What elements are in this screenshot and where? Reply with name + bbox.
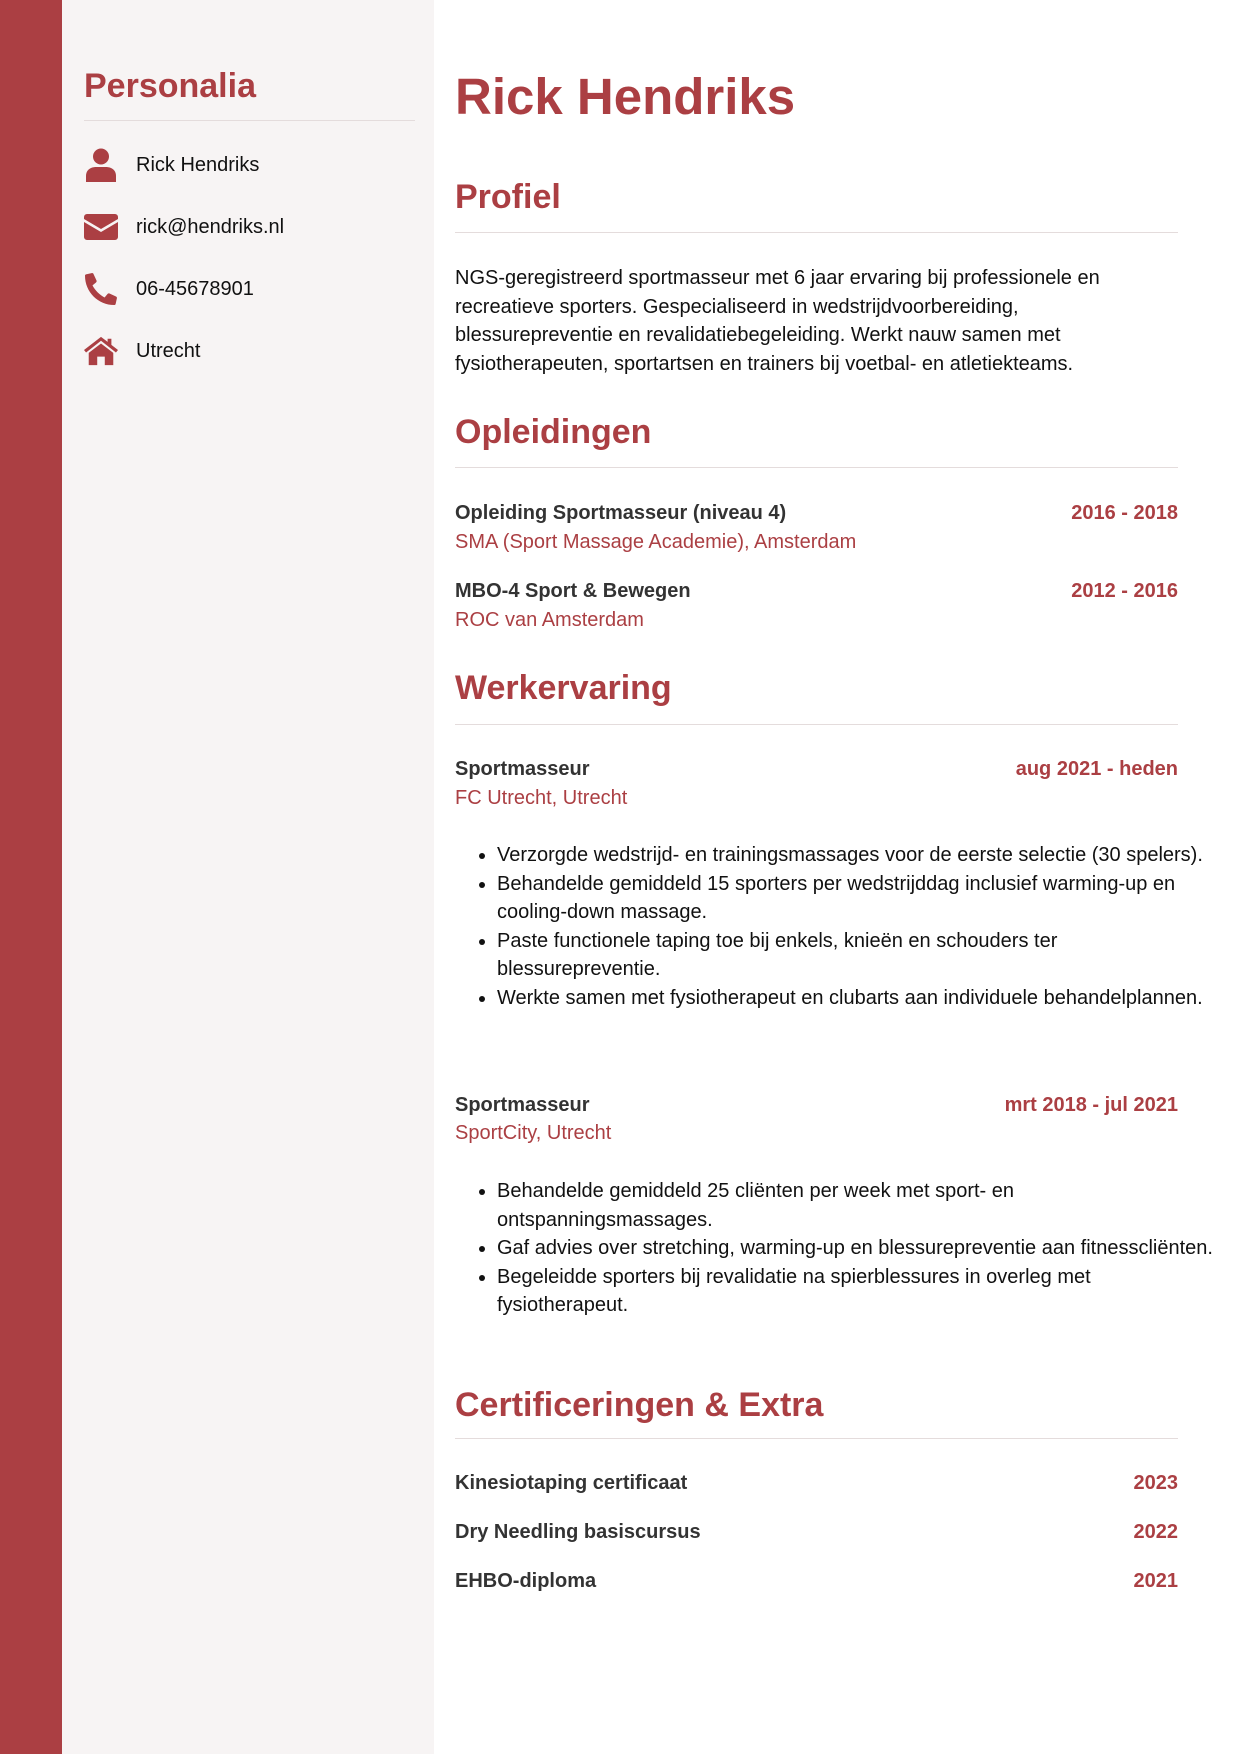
contact-email-text: rick@hendriks.nl <box>136 215 285 238</box>
contact-city <box>84 334 200 368</box>
certification-item <box>455 1570 1178 1593</box>
certification-item <box>455 1472 1178 1495</box>
list-item: • Paste functionele taping toe bij enkels, knieën en schouders ter blessurepreventie. <box>497 927 1220 984</box>
certification-title: Dry Needling basiscursus <box>455 1521 701 1543</box>
section-divider <box>455 232 1178 233</box>
contact-name <box>84 148 259 182</box>
accent-stripe <box>0 0 62 1754</box>
certification-title: Kinesiotaping certificaat <box>455 1472 688 1494</box>
education-place: ROC van Amsterdam <box>455 609 644 631</box>
education-date: 2016 - 2018 <box>1071 502 1178 524</box>
contact-name-text: Rick Hendriks <box>136 153 260 176</box>
contact-phone <box>84 272 254 306</box>
section-title-experience: Werkervaring <box>455 669 672 707</box>
education-item-2 <box>455 580 1178 603</box>
job-date: mrt 2018 - jul 2021 <box>1004 1094 1178 1116</box>
job-employer: FC Utrecht, Utrecht <box>455 787 628 809</box>
contact-email <box>84 210 284 244</box>
sidebar-divider <box>84 120 415 121</box>
section-divider <box>455 467 1178 468</box>
certification-year: 2023 <box>1133 1472 1178 1494</box>
education-date: 2012 - 2016 <box>1071 580 1178 602</box>
certification-title: EHBO-diploma <box>455 1570 597 1592</box>
envelope-icon <box>84 210 118 244</box>
job-date: aug 2021 - heden <box>1015 758 1178 780</box>
list-item: • Werkte samen met fysiotherapeut en clubarts aan individuele behandelplannen. <box>497 984 1220 1013</box>
phone-icon <box>84 272 118 306</box>
section-title-profile: Profiel <box>455 178 561 216</box>
section-divider <box>455 1438 1178 1439</box>
certification-year: 2022 <box>1133 1521 1178 1543</box>
job-employer: SportCity, Utrecht <box>455 1122 612 1144</box>
sidebar-content <box>84 62 415 362</box>
job-title: Sportmasseur <box>455 758 590 780</box>
list-item: • Behandelde gemiddeld 25 cliënten per week met sport- en ontspanningsmassages. <box>497 1177 1220 1234</box>
contact-phone-text: 06-45678901 <box>136 277 254 300</box>
job-title: Sportmasseur <box>455 1094 590 1116</box>
education-title: MBO-4 Sport & Bewegen <box>455 580 691 602</box>
section-divider <box>455 724 1178 725</box>
list-item: • Gaf advies over stretching, warming-up en blessurepreventie aan fitnesscliënten. <box>497 1234 1220 1263</box>
user-icon <box>84 148 118 182</box>
sidebar <box>62 0 434 1754</box>
education-item-1 <box>455 502 1178 525</box>
education-title: Opleiding Sportmasseur (niveau 4) <box>455 502 787 524</box>
list-item: • Behandelde gemiddeld 15 sporters per wedstrijddag inclusief warming-up en cooling-down massage. <box>497 870 1220 927</box>
job-bullets <box>455 1177 1220 1320</box>
education-place: SMA (Sport Massage Academie), Amsterdam <box>455 531 857 553</box>
sidebar-title: Personalia <box>84 67 256 105</box>
section-title-education: Opleidingen <box>455 413 652 451</box>
contact-city-text: Utrecht <box>136 339 201 362</box>
experience-item-1 <box>455 758 1178 781</box>
list-item: • Begeleidde sporters bij revalidatie na spierblessures in overleg met fysiotherapeut. <box>497 1263 1220 1320</box>
list-item: • Verzorgde wedstrijd- en trainingsmassages voor de eerste selectie (30 spelers). <box>497 841 1220 870</box>
certification-year: 2021 <box>1133 1570 1178 1592</box>
candidate-name: Rick Hendriks <box>455 68 796 125</box>
job-bullets <box>455 841 1220 1013</box>
experience-item-2 <box>455 1094 1178 1117</box>
profile-text: NGS-geregistreerd sportmasseur met 6 jaar ervaring bij professionele en recreatieve sporters. Gespecialiseerd in wedstrijdvoorbereiding, blessurepreventie en revalidatiebegeleiding. Werkt nauw samen met fysiotherapeuten, sportartsen en trainers bij voetbal- en atletiekteams. <box>455 267 1100 375</box>
certification-item <box>455 1521 1178 1544</box>
section-title-certifications: Certificeringen & Extra <box>455 1386 824 1424</box>
home-icon <box>84 334 118 368</box>
